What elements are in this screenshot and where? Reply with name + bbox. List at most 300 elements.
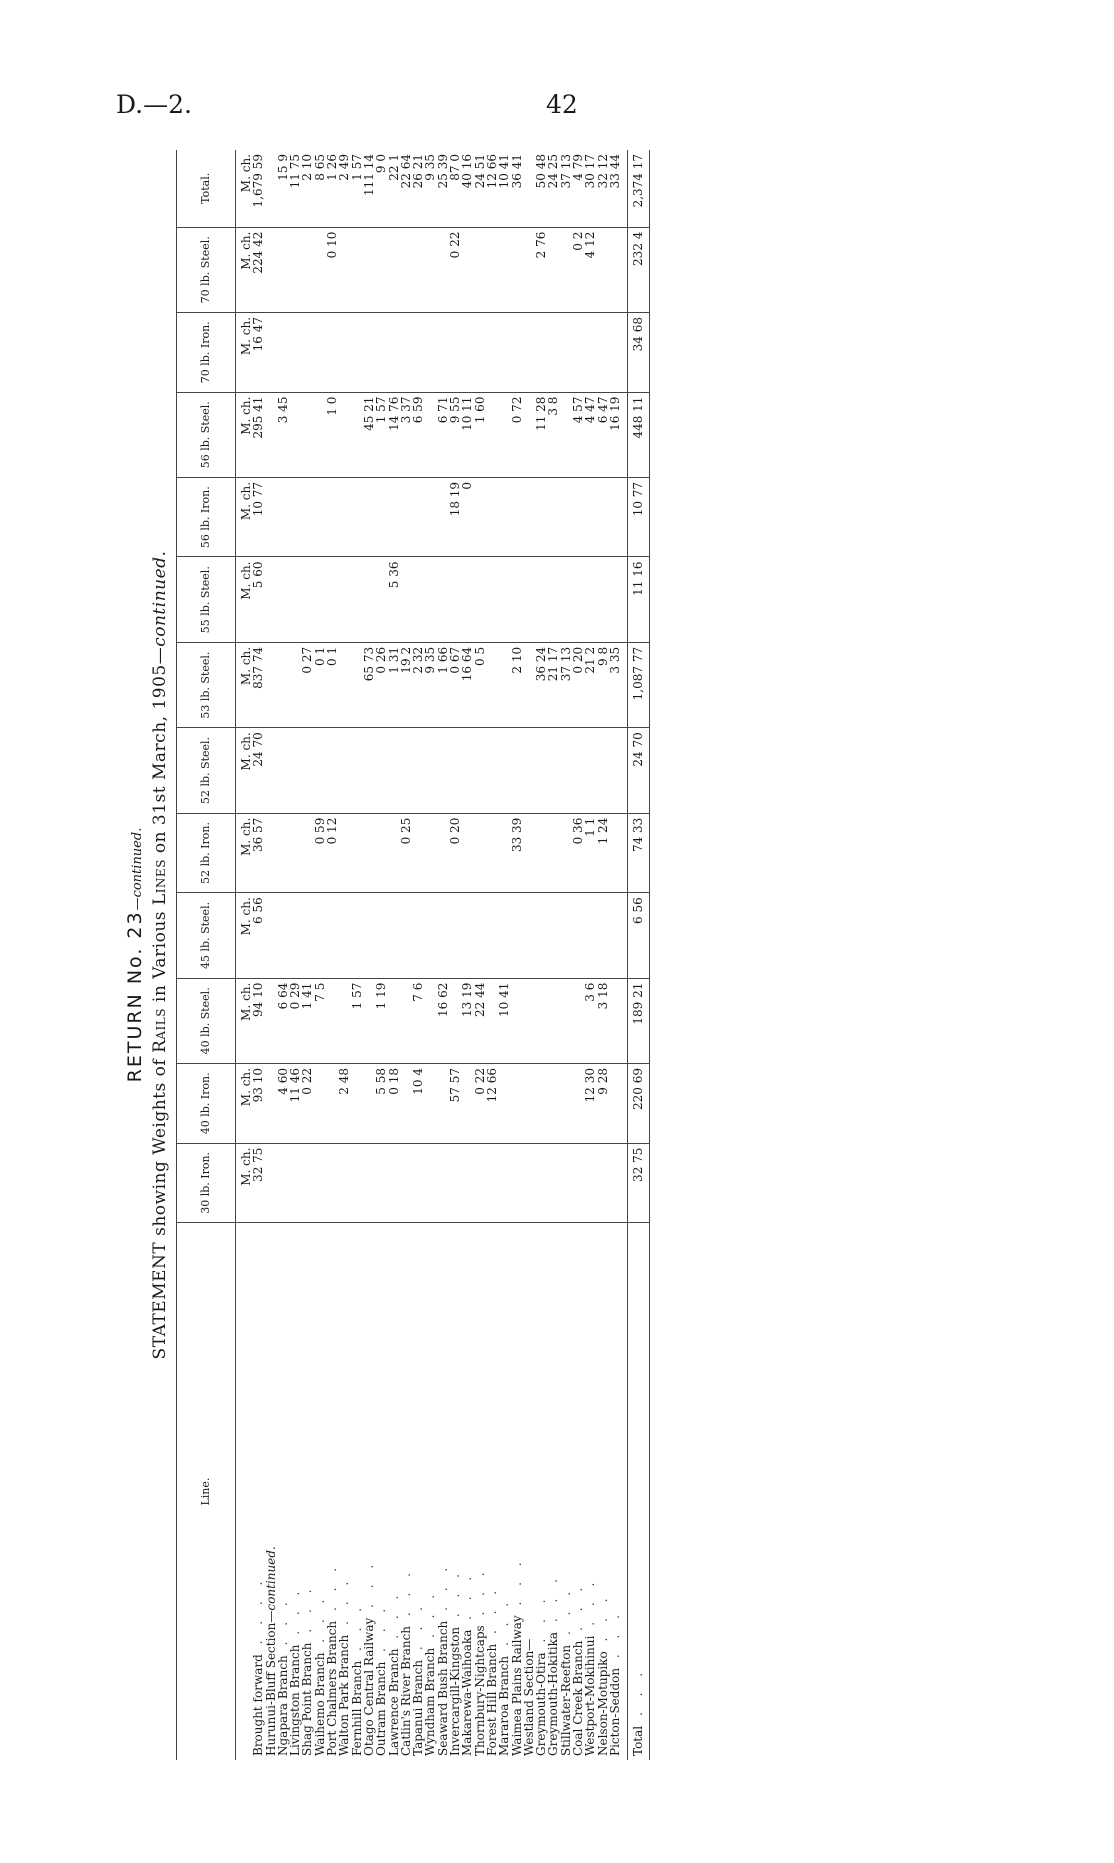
table-cell xyxy=(474,728,486,813)
table-cell xyxy=(412,557,424,642)
table-cell xyxy=(535,1143,547,1223)
table-cell xyxy=(301,813,313,893)
table-cell xyxy=(609,557,621,642)
table-cell xyxy=(572,1143,584,1223)
table-cell: 12 66 xyxy=(486,150,498,227)
line-name: Waihemo Branch xyxy=(312,1652,327,1756)
table-cell xyxy=(400,728,412,813)
table-cell: 1 57 xyxy=(351,978,363,1063)
table-cell: 5 60 xyxy=(252,557,264,642)
table-cell xyxy=(289,392,301,477)
table-cell xyxy=(363,227,375,312)
table-cell: 5 36 xyxy=(388,557,400,642)
table-cell xyxy=(572,728,584,813)
table-cell xyxy=(547,312,559,392)
table-cell xyxy=(400,557,412,642)
table-cell: 0 27 xyxy=(301,642,313,727)
table-cell: 50 48 xyxy=(535,150,547,227)
table-cell xyxy=(535,557,547,642)
table-cell xyxy=(486,312,498,392)
total-cell: 2,374 17 xyxy=(628,150,649,227)
table-row xyxy=(289,150,301,1760)
table-row xyxy=(511,150,523,1760)
table-cell xyxy=(424,978,436,1063)
total-cell: 448 11 xyxy=(628,392,649,477)
empty-cell xyxy=(265,813,277,893)
table-cell: 1 26 xyxy=(326,150,338,227)
table-cell xyxy=(511,557,523,642)
table-cell xyxy=(437,312,449,392)
statement-title-rails: Rails xyxy=(150,1008,170,1053)
total-cell: 32 75 xyxy=(628,1143,649,1223)
table-cell: 0 1 xyxy=(326,642,338,727)
table-cell: 0 1 xyxy=(314,642,326,727)
table-cell xyxy=(314,728,326,813)
return-title xyxy=(124,150,146,1760)
line-name: Otago Central Railway xyxy=(361,1617,376,1756)
table-cell xyxy=(437,728,449,813)
table-cell: 14 76 xyxy=(388,392,400,477)
table-cell xyxy=(572,557,584,642)
empty-cell xyxy=(265,893,277,978)
table-cell xyxy=(338,978,350,1063)
table-cell xyxy=(461,312,473,392)
table-cell: 33 39 xyxy=(511,813,523,893)
table-cell: 24 70 xyxy=(252,728,264,813)
table-cell: 3 18 xyxy=(597,978,609,1063)
table-cell xyxy=(351,477,363,557)
table-cell: 32 12 xyxy=(597,150,609,227)
rails-table xyxy=(176,150,650,1760)
unit-cell: M. ch. xyxy=(236,1064,253,1144)
table-cell xyxy=(449,1143,461,1223)
table-cell: 0 22 xyxy=(449,227,461,312)
table-cell xyxy=(412,1143,424,1223)
section-heading-row xyxy=(523,150,535,1760)
table-cell xyxy=(289,557,301,642)
leader-dots: . . . xyxy=(275,1596,290,1656)
empty-cell xyxy=(523,557,535,642)
table-cell: 11 75 xyxy=(289,150,301,227)
table-cell xyxy=(388,728,400,813)
empty-cell xyxy=(265,312,277,392)
table-cell: 12 66 xyxy=(486,1064,498,1144)
table-cell xyxy=(424,477,436,557)
table-cell xyxy=(301,392,313,477)
table-cell xyxy=(424,227,436,312)
line-name: Fernhill Branch xyxy=(349,1660,364,1756)
table-row xyxy=(461,150,473,1760)
table-cell xyxy=(486,557,498,642)
table-cell xyxy=(289,227,301,312)
table-cell: 6 47 xyxy=(597,392,609,477)
table-cell: 4 47 xyxy=(584,392,596,477)
section-heading: Westland Section— xyxy=(521,1638,536,1756)
table-cell: 1 41 xyxy=(301,978,313,1063)
table-cell xyxy=(351,893,363,978)
table-cell xyxy=(277,477,289,557)
unit-cell: M. ch. xyxy=(236,150,253,227)
statement-titles xyxy=(124,150,170,1760)
table-cell xyxy=(289,728,301,813)
table-cell xyxy=(351,1064,363,1144)
table-cell: 21 17 xyxy=(547,642,559,727)
table-cell xyxy=(375,312,387,392)
table-cell xyxy=(314,557,326,642)
total-cell: 74 33 xyxy=(628,813,649,893)
table-row xyxy=(597,150,609,1760)
table-cell xyxy=(584,312,596,392)
column-header: 56 lb. Steel. xyxy=(177,392,236,477)
leader-dots: . . . xyxy=(386,1589,401,1649)
leader-dots: . . . xyxy=(411,1601,426,1660)
total-label-cell xyxy=(628,1223,649,1760)
line-name: Picton-Seddon xyxy=(607,1667,622,1756)
table-cell xyxy=(486,813,498,893)
table-cell xyxy=(363,557,375,642)
column-header: 53 lb. Steel. xyxy=(177,642,236,727)
table-cell xyxy=(424,312,436,392)
table-cell xyxy=(609,477,621,557)
table-cell xyxy=(498,477,510,557)
table-cell: 3 6 xyxy=(584,978,596,1063)
table-cell: 0 20 xyxy=(449,813,461,893)
table-cell xyxy=(486,392,498,477)
table-cell: 3 8 xyxy=(547,392,559,477)
table-row xyxy=(338,150,350,1760)
table-cell xyxy=(461,1064,473,1144)
table-cell xyxy=(535,978,547,1063)
table-cell xyxy=(498,227,510,312)
leader-dots: . . . xyxy=(349,1601,364,1661)
table-cell xyxy=(363,477,375,557)
leader-dots: . . . xyxy=(312,1593,327,1653)
unit-cell: M. ch. xyxy=(236,813,253,893)
table-cell xyxy=(351,312,363,392)
leader-dots: . . . xyxy=(337,1575,352,1635)
table-cell xyxy=(437,557,449,642)
units-row xyxy=(236,150,253,1760)
table-cell xyxy=(363,728,375,813)
page-number: 42 xyxy=(546,90,578,119)
table-cell xyxy=(289,312,301,392)
table-cell: 13 19 xyxy=(461,978,473,1063)
table-cell xyxy=(301,557,313,642)
line-name: Ngapara Branch xyxy=(275,1655,290,1756)
table-row xyxy=(400,150,412,1760)
page-code: D.—2. xyxy=(116,90,192,119)
column-header: 56 lb. Iron. xyxy=(177,477,236,557)
table-cell xyxy=(511,1064,523,1144)
table-cell: 40 16 xyxy=(461,150,473,227)
table-cell: 18 19 xyxy=(449,477,461,557)
table-cell: 11 46 xyxy=(289,1064,301,1144)
table-cell xyxy=(388,312,400,392)
leader-dots: . . . xyxy=(398,1567,413,1626)
table-cell xyxy=(449,893,461,978)
line-name: Greymouth-Hokitika xyxy=(546,1631,561,1756)
table-cell: 87 0 xyxy=(449,150,461,227)
unit-cell: M. ch. xyxy=(236,557,253,642)
table-cell: 1 24 xyxy=(597,813,609,893)
leader-dots: . . . xyxy=(423,1588,438,1648)
table-cell: 36 24 xyxy=(535,642,547,727)
table-cell: 9 8 xyxy=(597,642,609,727)
table-cell: 0 5 xyxy=(474,642,486,727)
table-cell xyxy=(560,728,572,813)
total-cell: 24 70 xyxy=(628,728,649,813)
table-cell xyxy=(412,227,424,312)
table-cell xyxy=(301,312,313,392)
table-cell: 37 13 xyxy=(560,150,572,227)
table-cell: 2 48 xyxy=(338,1064,350,1144)
table-cell: 16 47 xyxy=(252,312,264,392)
table-cell: 0 26 xyxy=(375,642,387,727)
column-header: 40 lb. Iron. xyxy=(177,1064,236,1144)
line-name: Tapanui Branch xyxy=(411,1659,426,1756)
table-cell xyxy=(388,813,400,893)
table-cell xyxy=(301,728,313,813)
table-cell xyxy=(560,557,572,642)
table-cell: 11 28 xyxy=(535,392,547,477)
table-row xyxy=(412,150,424,1760)
table-cell xyxy=(338,227,350,312)
table-cell: 0 29 xyxy=(289,978,301,1063)
table-cell: 1 1 xyxy=(584,813,596,893)
table-cell xyxy=(326,312,338,392)
table-cell xyxy=(609,813,621,893)
table-cell: 5 58 xyxy=(375,1064,387,1144)
table-cell xyxy=(486,728,498,813)
table-cell xyxy=(560,1143,572,1223)
table-cell xyxy=(277,227,289,312)
table-cell: 0 18 xyxy=(388,1064,400,1144)
table-cell xyxy=(461,893,473,978)
table-cell xyxy=(511,477,523,557)
table-cell xyxy=(511,978,523,1063)
table-cell xyxy=(609,1143,621,1223)
table-cell xyxy=(597,477,609,557)
table-cell: 19 2 xyxy=(400,642,412,727)
table-cell: 3 35 xyxy=(609,642,621,727)
table-cell: 7 6 xyxy=(412,978,424,1063)
brought-forward-label: Brought forward xyxy=(251,1654,266,1756)
table-cell xyxy=(351,728,363,813)
table-cell xyxy=(461,557,473,642)
table-cell xyxy=(547,227,559,312)
table-cell xyxy=(412,728,424,813)
table-cell xyxy=(363,813,375,893)
table-cell xyxy=(609,728,621,813)
table-cell xyxy=(547,728,559,813)
table-cell xyxy=(437,893,449,978)
table-cell xyxy=(338,813,350,893)
table-cell xyxy=(363,312,375,392)
table-cell xyxy=(597,312,609,392)
table-row xyxy=(449,150,461,1760)
table-cell xyxy=(560,1064,572,1144)
table-cell xyxy=(474,1143,486,1223)
table-cell xyxy=(277,728,289,813)
table-cell xyxy=(449,728,461,813)
section-heading: Hurunui-Bluff Section— xyxy=(263,1610,278,1756)
table-cell xyxy=(486,227,498,312)
empty-cell xyxy=(265,557,277,642)
table-cell xyxy=(474,813,486,893)
rotated-statement xyxy=(124,150,804,1760)
table-row xyxy=(609,150,621,1760)
table-cell xyxy=(474,557,486,642)
table-cell xyxy=(424,728,436,813)
line-name: Waimea Plains Railway xyxy=(509,1615,524,1756)
table-cell xyxy=(338,392,350,477)
table-cell xyxy=(437,1143,449,1223)
column-header: 55 lb. Steel. xyxy=(177,557,236,642)
table-cell xyxy=(547,813,559,893)
table-cell xyxy=(277,813,289,893)
table-cell xyxy=(511,893,523,978)
table-cell: 9 35 xyxy=(424,150,436,227)
table-cell: 24 25 xyxy=(547,150,559,227)
table-cell xyxy=(289,813,301,893)
table-cell: 1 60 xyxy=(474,392,486,477)
table-cell xyxy=(388,978,400,1063)
total-cell: 34 68 xyxy=(628,312,649,392)
table-cell xyxy=(351,813,363,893)
table-cell: 6 64 xyxy=(277,978,289,1063)
table-row xyxy=(351,150,363,1760)
table-cell: 3 45 xyxy=(277,392,289,477)
table-cell xyxy=(535,477,547,557)
table-cell: 6 56 xyxy=(252,893,264,978)
column-header: Total. xyxy=(177,150,236,227)
leader-dots: . . . xyxy=(435,1561,450,1621)
table-row xyxy=(424,150,436,1760)
table-cell: 37 13 xyxy=(560,642,572,727)
table-cell xyxy=(584,893,596,978)
table-cell: 0 10 xyxy=(326,227,338,312)
total-cell: 11 16 xyxy=(628,557,649,642)
table-cell xyxy=(326,893,338,978)
table-cell xyxy=(498,1143,510,1223)
table-cell xyxy=(560,978,572,1063)
table-cell xyxy=(277,642,289,727)
table-row xyxy=(535,150,547,1760)
table-cell xyxy=(424,557,436,642)
total-cell: 220 69 xyxy=(628,1064,649,1144)
table-cell: 1 0 xyxy=(326,392,338,477)
table-cell xyxy=(375,227,387,312)
column-header-line: Line. xyxy=(177,1223,236,1760)
table-cell xyxy=(314,1064,326,1144)
table-header xyxy=(177,150,236,1760)
table-cell xyxy=(547,893,559,978)
table-cell xyxy=(511,728,523,813)
column-header: 40 lb. Steel. xyxy=(177,978,236,1063)
total-label: Total xyxy=(631,1725,646,1756)
table-cell: 4 12 xyxy=(584,227,596,312)
table-cell: 10 77 xyxy=(252,477,264,557)
leader-dots: . . . . xyxy=(251,1575,266,1655)
table-cell xyxy=(572,312,584,392)
table-cell xyxy=(449,312,461,392)
table-cell: 2 32 xyxy=(412,642,424,727)
empty-cell xyxy=(265,728,277,813)
line-name: Stillwater-Reefton xyxy=(558,1644,573,1756)
statement-title-lines: Lines xyxy=(150,859,170,906)
header-row xyxy=(177,150,236,1760)
table-row xyxy=(301,150,313,1760)
table-cell: 0 25 xyxy=(400,813,412,893)
table-cell: 30 17 xyxy=(584,150,596,227)
table-cell xyxy=(388,227,400,312)
table-cell: 4 57 xyxy=(572,392,584,477)
table-cell xyxy=(314,893,326,978)
line-name: Seaward Bush Branch xyxy=(435,1620,450,1756)
table-cell xyxy=(388,1143,400,1223)
table-cell: 33 44 xyxy=(609,150,621,227)
table-cell xyxy=(400,1143,412,1223)
table-cell xyxy=(547,978,559,1063)
table-cell xyxy=(314,1143,326,1223)
table-cell xyxy=(486,477,498,557)
table-cell: 2 10 xyxy=(511,642,523,727)
table-cell xyxy=(597,1143,609,1223)
table-cell xyxy=(498,312,510,392)
column-header: 70 lb. Steel. xyxy=(177,227,236,312)
statement-title xyxy=(150,150,170,1760)
table-cell xyxy=(363,893,375,978)
leader-dots: . . . xyxy=(583,1576,598,1636)
empty-cell xyxy=(265,1143,277,1223)
table-cell: 25 39 xyxy=(437,150,449,227)
table-row xyxy=(388,150,400,1760)
table-cell xyxy=(412,813,424,893)
line-name: Shag Point Branch xyxy=(300,1642,315,1756)
table-cell: 22 1 xyxy=(388,150,400,227)
line-name: Outram Branch xyxy=(374,1661,389,1756)
table-cell xyxy=(474,227,486,312)
table-cell xyxy=(424,1064,436,1144)
table-cell xyxy=(301,1143,313,1223)
table-cell xyxy=(351,227,363,312)
table-cell xyxy=(388,893,400,978)
table-cell: 36 41 xyxy=(511,150,523,227)
table-cell: 16 64 xyxy=(461,642,473,727)
total-cell: 232 4 xyxy=(628,227,649,312)
table-cell xyxy=(301,477,313,557)
table-cell: 0 67 xyxy=(449,642,461,727)
table-cell: 10 41 xyxy=(498,150,510,227)
table-cell xyxy=(474,312,486,392)
table-cell xyxy=(351,1143,363,1223)
table-cell xyxy=(375,813,387,893)
line-name: Wyndham Branch xyxy=(423,1647,438,1756)
table-cell xyxy=(449,557,461,642)
table-cell xyxy=(535,893,547,978)
table-body xyxy=(236,150,650,1760)
empty-cell xyxy=(523,813,535,893)
table-cell: 32 75 xyxy=(252,1143,264,1223)
unit-cell: M. ch. xyxy=(236,893,253,978)
table-cell: 9 28 xyxy=(597,1064,609,1144)
table-cell: 10 11 xyxy=(461,392,473,477)
table-cell: 2 76 xyxy=(535,227,547,312)
table-cell xyxy=(338,1143,350,1223)
table-cell xyxy=(511,227,523,312)
table-cell xyxy=(547,1143,559,1223)
leader-dots: . . . xyxy=(472,1566,487,1626)
